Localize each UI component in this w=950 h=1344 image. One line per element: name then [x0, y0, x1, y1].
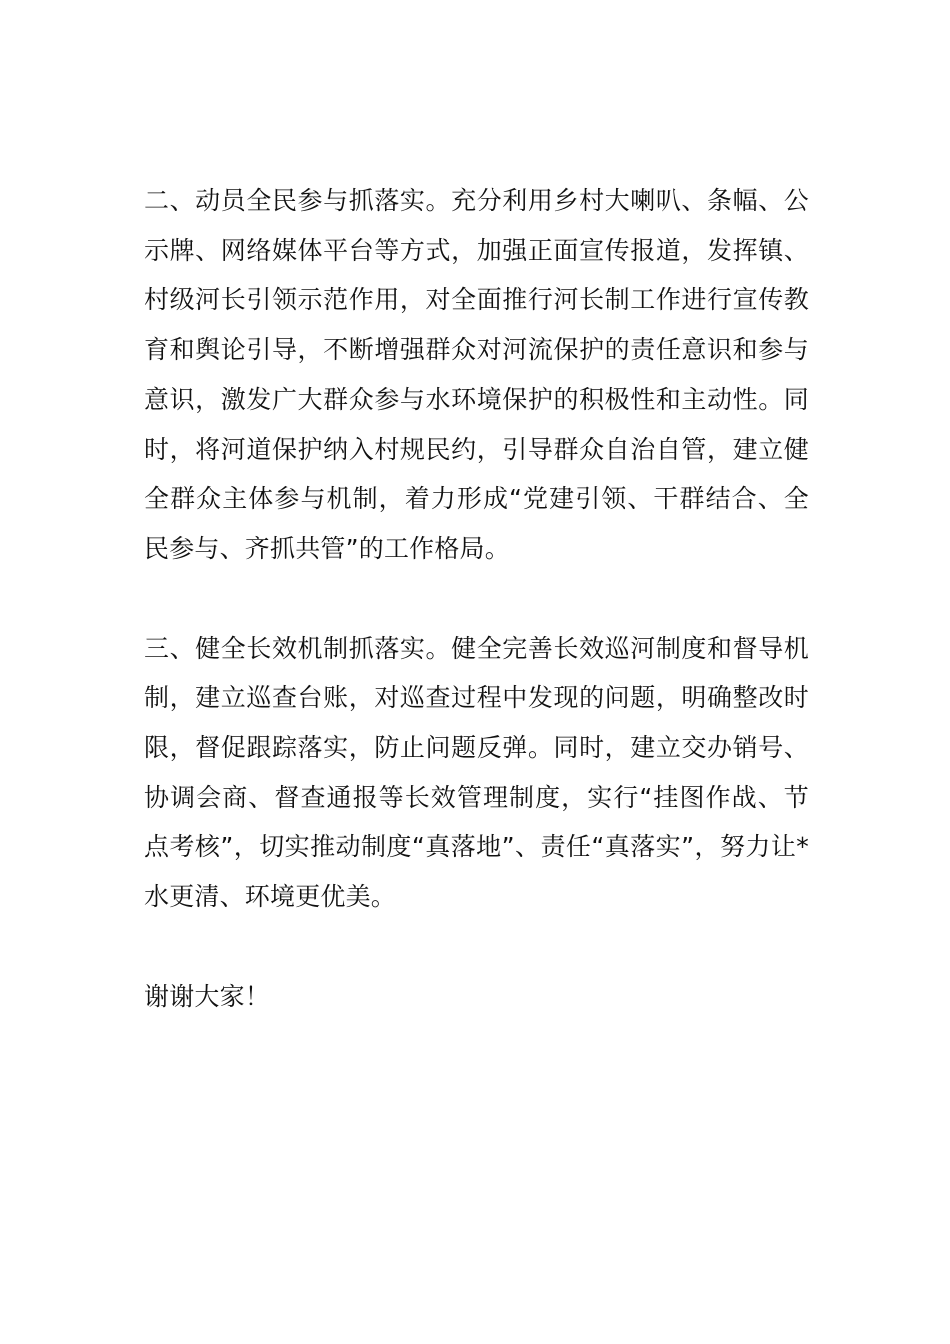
document-body	[144, 176, 809, 1022]
paragraph-mobilize-public: 二、动员全民参与抓落实。充分利用乡村大喇叭、条幅、公示牌、网络媒体平台等方式，加强正面宣传报道，发挥镇、村级河长引领示范作用，对全面推行河长制工作进行宣传教育和舆论引导，不断增强群众对河流保护的责任意识和参与意识，激发广大群众参与水环境保护的积极性和主动性。同时，将河道保护纳入村规民约，引导群众自治自管，建立健全群众主体参与机制，着力形成“党建引领、干群结合、全民参与、齐抓共管”的工作格局。	[144, 186, 809, 563]
paragraph-long-term-mechanism: 三、健全长效机制抓落实。健全完善长效巡河制度和督导机制，建立巡查台账，对巡查过程中发现的问题，明确整改时限，督促跟踪落实，防止问题反弹。同时，建立交办销号、协调会商、督查通报等长效管理制度，实行“挂图作战、节点考核”，切实推动制度“真落地”、责任“真落实”，努力让*水更清、环境更优美。	[144, 633, 809, 912]
closing-thanks: 谢谢大家！	[144, 981, 271, 1011]
